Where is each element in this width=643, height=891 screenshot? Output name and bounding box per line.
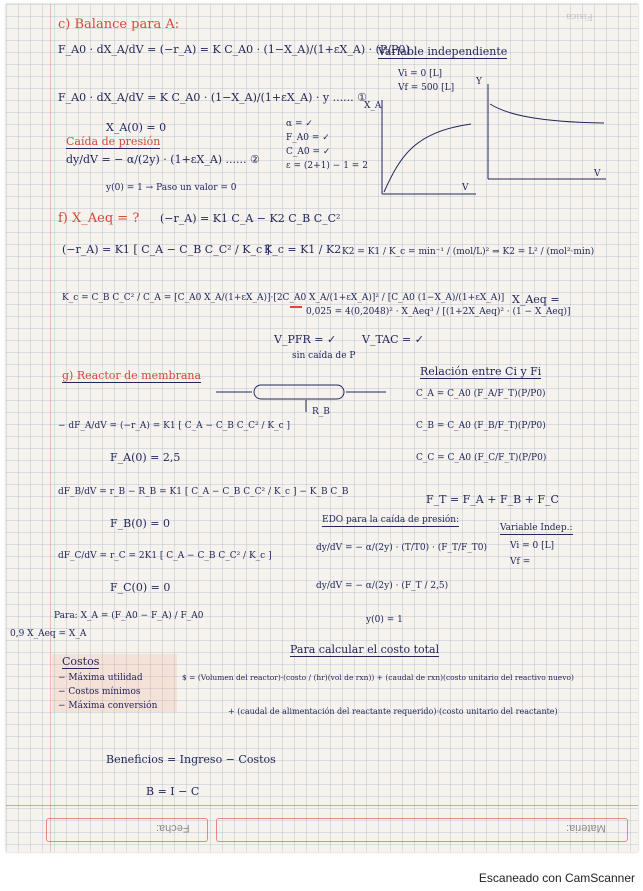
- total-cost-title: Para calcular el costo total: [290, 643, 440, 656]
- indep-title: Variable independiente: [378, 45, 508, 58]
- page-footer: [6, 805, 638, 852]
- g-indep-vi: Vi = 0 [L]: [510, 541, 555, 551]
- section-c-init2: y(0) = 1 → Paso un valor = 0: [106, 183, 237, 193]
- cost-item-1: − Máxima utilidad: [58, 673, 143, 683]
- benefits: Beneficios = Ingreso − Costos: [106, 753, 276, 766]
- relation-cb: C_B = C_A0 (F_B/F_T)(P/P0): [416, 421, 546, 431]
- edo-eq1: dy/dV = − α/(2y) · (T/T0) · (F_T/F_T0): [316, 543, 487, 553]
- g-indep-vf: Vf =: [510, 557, 531, 567]
- section-c-eq3: dy/dV = − α/(2y) · (1+εX_A) ...... ②: [66, 153, 260, 166]
- costs-title: Costos: [62, 655, 100, 668]
- section-c-eq1: F_A0 · dX_A/dV = (−r_A) = K C_A0 · (1−X_A)/(1+εX_A) · (P/P0): [58, 43, 410, 56]
- check-alpha: α = ✓: [286, 119, 313, 129]
- section-f-kc-expr: K_c = C_B C_C² / C_A = [C_A0 X_A/(1+εX_A)]·[2C_A0 X_A/(1+εX_A)]² / [C_A0 (1−X_A)/(1+εX_A)]: [62, 293, 505, 303]
- cost-formula-1: $ = (Volumen del reactor)·(costo / (hr)(vol de rxn)) + (caudal de rxn)(costo unitario del reactivo nuevo): [182, 673, 574, 682]
- ode-fc: dF_C/dV = r_C = 2K1 [ C_A − C_B C_C² / K_c ]: [58, 551, 272, 561]
- fecha-label: Fecha:: [156, 822, 190, 834]
- benefits-short: B = I − C: [146, 785, 200, 798]
- header-faint: Fisica: [566, 10, 594, 21]
- ode-fb: dF_B/dV = r_B − R_B = K1 [ C_A − C_B C_C² / K_c ] − K_B C_B: [58, 487, 349, 497]
- ode-fa: − dF_A/dV = (−r_A) = K1 [ C_A − C_B C_C² / K_c ]: [58, 421, 291, 431]
- total-flow: F_T = F_A + F_B + F_C: [426, 493, 559, 506]
- notebook-page: [6, 4, 638, 852]
- indep-vi: Vi = 0 [L]: [398, 69, 443, 79]
- ode-fa0: F_A(0) = 2,5: [110, 451, 181, 464]
- section-f-sin: sin caída de P: [292, 351, 356, 361]
- check-epsilon: ε = (2+1) − 1 = 2: [286, 161, 368, 171]
- relation-ca: C_A = C_A0 (F_A/F_T)(P/P0): [416, 389, 546, 399]
- edo-y0: y(0) = 1: [366, 615, 403, 625]
- ode-fb0: F_B(0) = 0: [110, 517, 171, 530]
- section-f-k2: K2 = K1 / K_c = min⁻¹ / (mol/L)² ⇒ K2 = L² / (mol²·min): [342, 247, 595, 257]
- graph-label-y: Y: [476, 77, 482, 87]
- section-g-title: g) Reactor de membrana: [62, 369, 202, 382]
- edo-title: EDO para la caída de presión:: [322, 515, 460, 525]
- graph2-curve: [490, 104, 604, 123]
- ode-fc0: F_C(0) = 0: [110, 581, 171, 594]
- membrane-rb: R_B: [312, 407, 330, 417]
- section-c-init1: X_A(0) = 0: [106, 121, 167, 134]
- edo-eq2: dy/dV = − α/(2y) · (F_T / 2,5): [316, 581, 449, 591]
- check-fa0: F_A0 = ✓: [286, 133, 330, 143]
- section-c-title: c) Balance para A:: [58, 17, 180, 32]
- cost-item-2: − Costos mínimos: [58, 687, 141, 697]
- section-c-eq2: F_A0 · dX_A/dV = K C_A0 · (1−X_A)/(1+εX_A) · y ...... ①: [58, 91, 367, 104]
- section-f-eq1: (−r_A) = K1 [ C_A − C_B C_C² / K_c ]: [62, 243, 270, 256]
- section-f-num: 0,025 = 4(0,2048)² · X_Aeq³ / [(1+2X_Aeq)² · (1 − X_Aeq)]: [306, 307, 571, 317]
- pressure-title: Caída de presión: [66, 135, 161, 148]
- graph-label-v2: V: [594, 169, 601, 179]
- graph-curve: [384, 124, 471, 192]
- graph-label-v1: V: [462, 183, 469, 193]
- graph-label-xa: X_A: [364, 101, 382, 111]
- materia-label: Materia:: [566, 822, 606, 834]
- check-ca0: C_A0 = ✓: [286, 147, 331, 157]
- relation-title: Relación entre Ci y Fi: [420, 365, 542, 378]
- section-f-vpfr: V_PFR = ✓: [274, 333, 337, 346]
- g-indep-title: Variable Indep.:: [500, 523, 573, 533]
- indep-vf: Vf = 500 [L]: [398, 83, 455, 93]
- section-f-kc: K_c = K1 / K2: [264, 243, 342, 256]
- section-f-vtac: V_TAC = ✓: [362, 333, 424, 346]
- membrane-tube: [254, 385, 344, 399]
- conversion-eq: 0,9 X_Aeq = X_A: [10, 629, 87, 639]
- cost-item-3: − Máxima conversión: [58, 701, 158, 711]
- section-f-title: f) X_Aeq = ?: [58, 211, 140, 226]
- cost-formula-2: + (caudal de alimentación del reactante requerido)·(costo unitario del reactante): [228, 707, 558, 716]
- relation-cc: C_C = C_A0 (F_C/F_T)(P/P0): [416, 453, 547, 463]
- scanner-watermark: Escaneado con CamScanner: [478, 871, 635, 885]
- section-f-xaeq: X_Aeq =: [512, 293, 560, 306]
- conversion-para: Para: X_A = (F_A0 − F_A) / F_A0: [54, 611, 204, 621]
- section-f-rate: (−r_A) = K1 C_A − K2 C_B C_C²: [160, 212, 341, 225]
